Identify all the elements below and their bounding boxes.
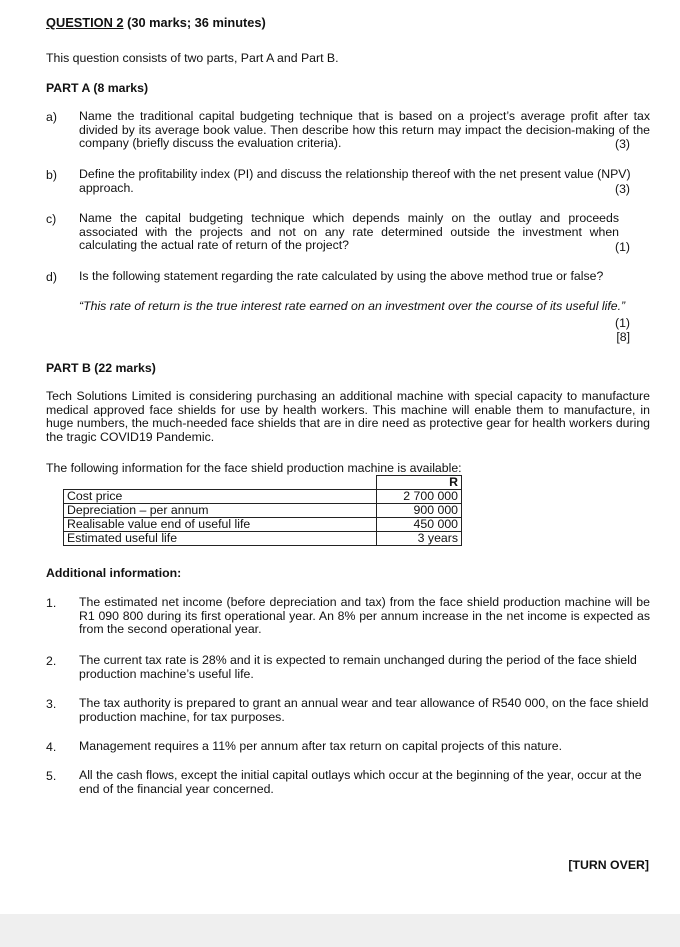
additional-info-heading: Additional information: [46, 566, 182, 580]
row-value: 3 years [377, 532, 462, 546]
row-label: Depreciation – per annum [64, 504, 377, 518]
item-text: Is the following statement regarding the rate calculated by using the above method true or false? [79, 269, 604, 283]
row-label: Estimated useful life [64, 532, 377, 546]
table-row [64, 490, 462, 504]
table-header-currency: R [377, 476, 462, 490]
part-a-item-c [46, 212, 650, 253]
additional-item-3 [46, 697, 650, 724]
question-marks-time: (30 marks; 36 minutes) [123, 15, 266, 30]
part-a-heading: PART A (8 marks) [46, 81, 149, 95]
question-intro: This question consists of two parts, Part A and Part B. [46, 51, 339, 65]
item-marks: (3) [614, 137, 630, 151]
item-text: The current tax rate is 28% and it is expected to remain unchanged during the period of the face shield production machine’s useful life. [79, 653, 637, 681]
item-quote: “This rate of return is the true interest rate earned on an investment over the course of its useful life.” [79, 298, 626, 313]
table-header-blank [64, 476, 377, 490]
turn-over-note: [TURN OVER] [568, 858, 649, 872]
row-label: Cost price [64, 490, 377, 504]
table-row [64, 504, 462, 518]
machine-info-table [63, 475, 462, 546]
item-marks: (1) [614, 240, 630, 254]
additional-item-1 [46, 596, 650, 637]
part-a-total: [8] [616, 330, 630, 344]
part-a-item-b [46, 168, 650, 195]
part-a-item-a [46, 110, 650, 151]
item-text: Management requires a 11% per annum after tax return on capital projects of this nature. [79, 739, 563, 753]
item-label: 5. [46, 769, 57, 783]
item-label: a) [46, 110, 57, 124]
item-text: The estimated net income (before depreciation and tax) from the face shield production machine will be R1 090 800 during its first operational year. An 8% per annum increase in the net income is expected as from the second operational year. [79, 595, 650, 637]
item-text: Define the profitability index (PI) and discuss the relationship thereof with the net present value (NPV) approach. [79, 167, 631, 195]
item-text: Name the traditional capital budgeting technique that is based on a project’s average profit after tax divided by its average book value. Then describe how this return may impact the decision-making of the company (briefly discuss the evaluation criteria). [79, 109, 650, 151]
row-value: 2 700 000 [377, 490, 462, 504]
additional-item-5 [46, 769, 650, 796]
page-bottom-band [0, 914, 680, 947]
question-number: QUESTION 2 [46, 15, 124, 30]
item-label: 4. [46, 740, 57, 754]
additional-item-4 [46, 740, 650, 754]
row-label: Realisable value end of useful life [64, 518, 377, 532]
part-a-item-d [46, 269, 650, 344]
item-label: c) [46, 212, 57, 226]
row-value: 900 000 [377, 504, 462, 518]
item-marks: (1) [614, 316, 630, 330]
item-text: The tax authority is prepared to grant an annual wear and tear allowance of R540 000, on the face shield production machine, for tax purposes. [79, 696, 649, 724]
row-value: 450 000 [377, 518, 462, 532]
item-text: Name the capital budgeting technique which depends mainly on the outlay and proceeds associated with the projects and not on any rate determined outside the investment when calculating the actual rate of return of the project? [79, 211, 619, 253]
item-label: 3. [46, 697, 57, 711]
table-row [64, 518, 462, 532]
item-label: b) [46, 168, 57, 182]
item-marks: (3) [614, 182, 630, 196]
item-label: 1. [46, 596, 57, 610]
additional-item-2 [46, 654, 650, 681]
table-row [64, 532, 462, 546]
part-b-heading: PART B (22 marks) [46, 361, 156, 375]
table-intro: The following information for the face shield production machine is available: [46, 461, 462, 475]
table-header-row [64, 476, 462, 490]
part-b-scenario: Tech Solutions Limited is considering purchasing an additional machine with special capacity to manufacture medical approved face shields for use by health workers. This machine will enable them to manufacture, in huge numbers, the much-needed face shields that are in dire need as protective gear for health workers during the tragic COVID19 Pandemic. [46, 389, 650, 444]
item-label: 2. [46, 654, 57, 668]
question-title [46, 15, 266, 30]
item-label: d) [46, 270, 57, 284]
item-text: All the cash flows, except the initial capital outlays which occur at the beginning of the year, occur at the end of the financial year concerned. [79, 768, 642, 796]
